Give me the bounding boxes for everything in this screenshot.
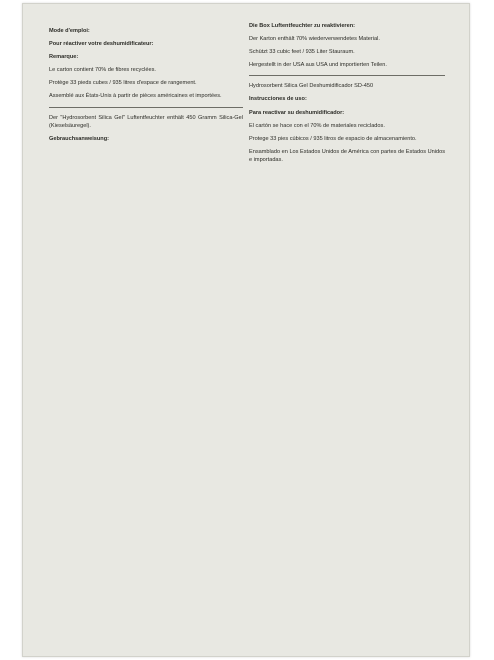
de-usage — [49, 135, 243, 143]
es-recycle: El cartón se hace con el 70% de materiales reciclados. — [249, 122, 385, 129]
fr-assembled: Assemblé aux États-Unis à partir de pièces américaines et importées. — [49, 93, 222, 100]
es-protects: Protege 33 pies cúbicos / 935 litros de espacio de almacenamiento. — [249, 135, 417, 142]
fr-note — [49, 53, 243, 61]
fr-reactivate — [49, 40, 243, 48]
es-usage — [249, 95, 445, 103]
de-intro: Der "Hydrosorbent Silica Gel" Luftentfeuchter enthält 450 Gramm Silica-Gel (Kieselsäuregel). — [49, 114, 243, 129]
left-column — [49, 22, 243, 650]
es-reactivate-heading: Para reactivar su deshumidificador: — [249, 109, 345, 116]
product-label-card — [22, 3, 470, 657]
de-protects: Schützt 33 cubic feet / 935 Liter Stauraum. — [249, 49, 355, 56]
de-assembled: Hergestellt in der USA aus USA und importierten Teilen. — [249, 62, 387, 69]
es-reactivate — [249, 109, 445, 117]
fr-usage-heading: Mode d'emploi: — [49, 28, 90, 34]
de-reactivate — [249, 22, 445, 30]
section-divider-left — [49, 107, 243, 108]
fr-usage — [49, 27, 243, 35]
de-usage-heading: Gebrauchsanweisung: — [49, 135, 109, 142]
section-divider-right — [249, 75, 445, 76]
fr-protects: Protège 33 pieds cubes / 935 litres d'espace de rangement. — [49, 80, 197, 87]
de-recycle: Der Karton enthält 70% wiederverwendetes Material. — [249, 36, 380, 43]
right-column — [249, 22, 445, 650]
de-reactivate-heading: Die Box Luftentfeuchter zu reaktivieren: — [249, 23, 355, 29]
es-intro: Hydrosorbent Silica Gel Deshumidificador SD-450 — [249, 83, 374, 90]
fr-reactivate-heading: Pour réactiver votre deshumidificateur: — [49, 41, 154, 48]
fr-note-heading: Remarque: — [49, 54, 79, 61]
es-usage-heading: Instrucciones de uso: — [249, 96, 307, 103]
fr-recycle: Le carton contient 70% de fibres recyclées. — [49, 67, 156, 74]
es-assembled: Ensamblado en Los Estados Unidos de América con partes de Estados Unidos e importadas. — [249, 148, 445, 163]
